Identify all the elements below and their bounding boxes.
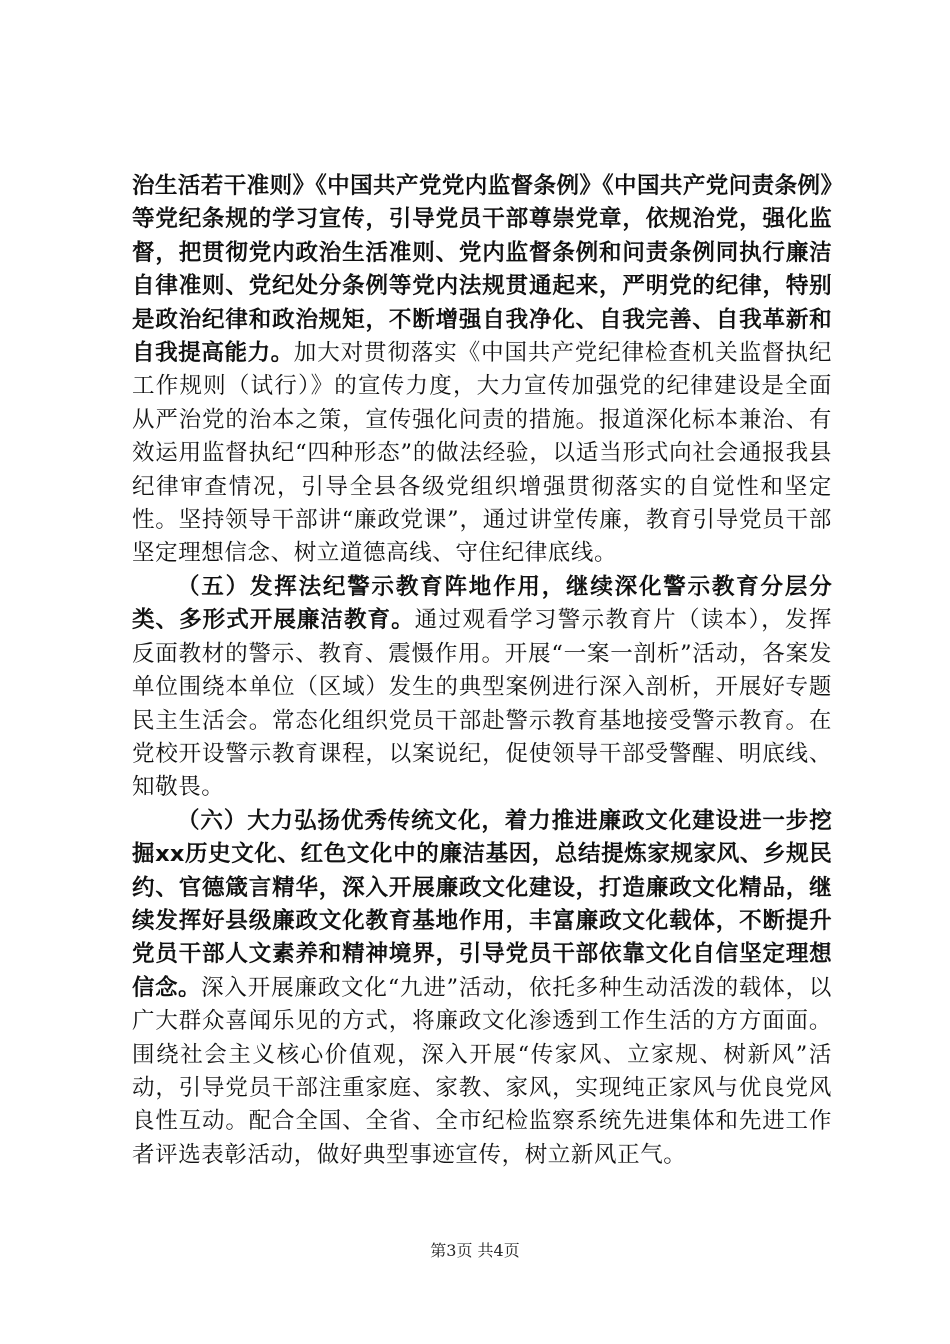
paragraph-2 bbox=[132, 571, 832, 805]
paragraph-1-text: 加大对贯彻落实《中国共产党纪律检查机关监督执纪工作规则（试行）》的宣传力度，大力宣传加强党的纪律建设是全面从严治党的治本之策，宣传强化问责的措施。报道深化标本兼治、有效运用监督执纪“四种形态”的做法经验，以适当形式向社会通报我县纪律审查情况，引导全县各级党组织增强贯彻落实的自觉性和坚定性。坚持领导干部讲“廉政党课”，通过讲堂传廉，教育引导党员干部坚定理想信念、树立道德高线、守住纪律底线。 bbox=[132, 340, 832, 567]
paragraph-3-text: 深入开展廉政文化“九进”活动，依托多种生动活泼的载体，以广大群众喜闻乐见的方式，将廉政文化渗透到工作生活的方方面面。围绕社会主义核心价值观，深入开展“传家风、立家规、树新风”活动，引导党员干部注重家庭、家教、家风，实现纯正家风与优良党风良性互动。配合全国、全省、全市纪检监察系统先进集体和先进工作者评选表彰活动，做好典型事迹宣传，树立新风正气。 bbox=[132, 974, 833, 1168]
document-body bbox=[132, 170, 832, 1172]
paragraph-3 bbox=[132, 805, 832, 1172]
paragraph-1-bold-text: 治生活若干准则》《中国共产党党内监督条例》《中国共产党问责条例》等党纪条规的学习宣传，引导党员干部尊崇党章，依规治党，强化监督，把贯彻党内政治生活准则、党内监督条例和问责条例同执行廉洁自律准则、党纪处分条例等党内法规贯通起来，严明党的纪律，特别是政治纪律和政治规矩，不断增强自我净化、自我完善、自我革新和自我提高能力。 bbox=[132, 173, 832, 367]
paragraph-2-text: 通过观看学习警示教育片（读本），发挥反面教材的警示、教育、震慑作用。开展“一案一剖析”活动，各案发单位围绕本单位（区域）发生的典型案例进行深入剖析，开展好专题民主生活会。常态化组织党员干部赴警示教育基地接受警示教育。在党校开设警示教育课程，以案说纪，促使领导干部受警醒、明底线、知敬畏。 bbox=[132, 607, 832, 801]
paragraph-3-bold-text: （六）大力弘扬优秀传统文化，着力推进廉政文化建设进一步挖掘xx历史文化、红色文化中的廉洁基因，总结提炼家规家风、乡规民约、官德箴言精华，深入开展廉政文化建设，打造廉政文化精品，继续发挥好县级廉政文化教育基地作用，丰富廉政文化载体，不断提升党员干部人文素养和精神境界，引导党员干部依靠文化自信坚定理想信念。 bbox=[132, 807, 832, 1001]
page-number-footer: 第3页 共4页 bbox=[430, 1241, 520, 1260]
paragraph-1 bbox=[132, 170, 832, 571]
paragraph-2-bold-text: （五）发挥法纪警示教育阵地作用，继续深化警示教育分层分类、多形式开展廉洁教育。 bbox=[132, 573, 832, 634]
